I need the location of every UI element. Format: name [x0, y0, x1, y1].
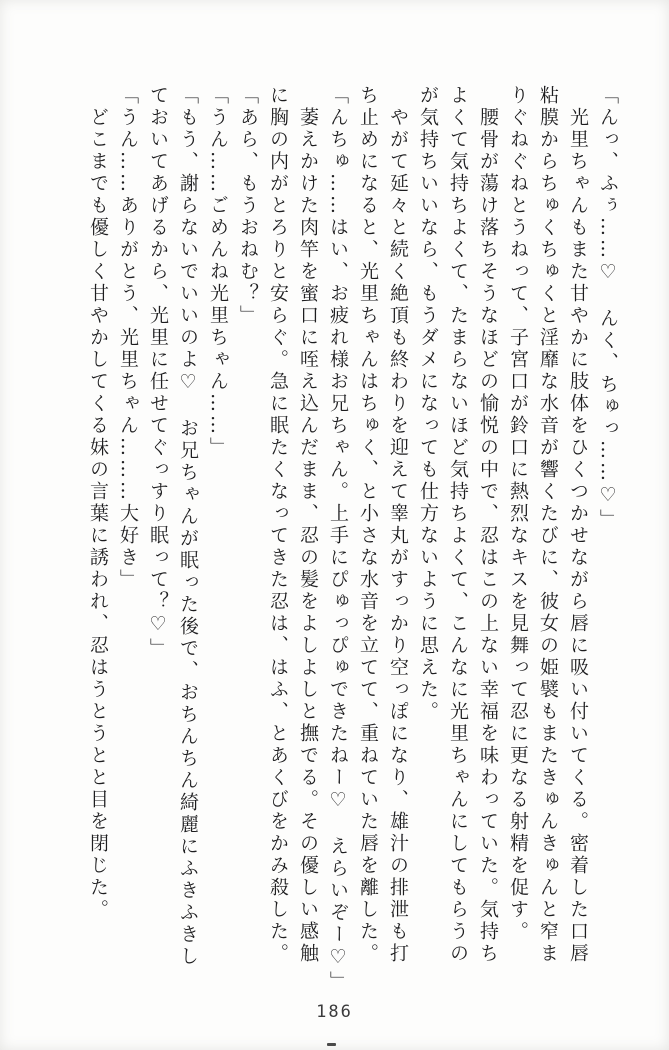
text-line: ち止めになると、光里ちゃんはちゅく、と小さな水音を立てて、重ねていた唇を離した。	[357, 85, 379, 965]
text-line: よくて気持ちよくて、たまらないほど気持ちよくて、こんなに光里ちゃんにしてもらうの	[447, 85, 469, 965]
text-line: 「んちゅ……はい、お疲れ様お兄ちゃん。上手にぴゅっぴゅできたねー♡ えらいぞー♡」	[327, 85, 349, 993]
text-line: りぐねぐねとうねって、子宮口が鈴口に熱烈なキスを見舞って忍に更なる射精を促す。	[507, 85, 529, 943]
text-line: ておいてあげるから、光里に任せてぐっすり眠って？♡」	[147, 85, 169, 660]
text-line: に胸の内がとろりと安らぐ。急に眠たくなってきた忍は、はふ、とあくびをかみ殺した。	[267, 85, 289, 965]
text-line: どこまでも優しく甘やかしてくる妹の言葉に誘われ、忍はうとうとと目を閉じた。	[87, 85, 109, 921]
text-line: 粘膜からちゅくちゅくと淫靡な水音が響くたびに、彼女の姫襞もまたきゅんきゅんと窄ま	[537, 85, 559, 965]
text-line: 「うん……ありがとう、光里ちゃん………大好き」	[117, 85, 139, 591]
text-line: 「もう、謝らないでいいのよ♡ お兄ちゃんが眠った後で、おちんちん綺麗にふきふきし	[177, 85, 199, 968]
page-number: 186	[316, 1002, 353, 1022]
page-ornament-dash	[327, 1043, 336, 1046]
text-line: 「うん……ごめんね光里ちゃん……」	[207, 85, 229, 459]
text-line: 光里ちゃんもまた甘やかに肢体をひくつかせながら唇に吸い付いてくる。密着した口唇	[567, 85, 589, 965]
text-line: 腰骨が蕩け落ちそうなほどの愉悦の中で、忍はこの上ない幸福を味わっていた。気持ち	[477, 85, 499, 965]
text-line: 「んっ、ふぅ……♡ んく、ちゅっ……♡」	[597, 85, 619, 531]
text-line: が気持ちいいなら、もうダメになっても仕方ないように思えた。	[417, 85, 439, 723]
vertical-text-block	[83, 85, 623, 991]
text-line: 萎えかけた肉竿を蜜口に咥え込んだまま、忍の髪をよしよしと撫でる。その優しい感触	[297, 85, 319, 965]
text-line: 「あら、もうおねむ？」	[237, 85, 259, 327]
text-line: やがて延々と続く絶頂も終わりを迎えて睾丸がすっかり空っぽになり、雄汁の排泄も打	[387, 85, 409, 965]
